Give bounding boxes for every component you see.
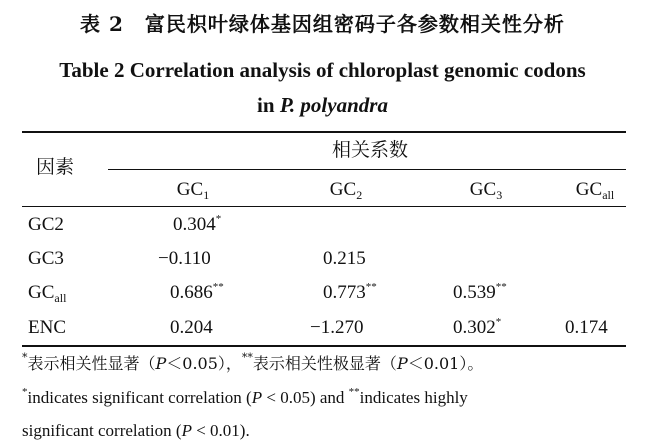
header-bottom-rule: [22, 206, 626, 207]
footnote-en-line1: *indicates significant correlation (P < 0.05) and **indicates highly: [22, 386, 468, 407]
cell-gc3-gc2: 0.215: [323, 248, 366, 269]
row-label-gcall: $GC_{all}$: [28, 282, 67, 305]
row-label-gc2: GC2: [28, 214, 64, 235]
cell-gc2-gc1: 0.304*: [173, 213, 222, 235]
table-top-rule: [22, 131, 626, 133]
table-title-en-line1: Table 2 Correlation analysis of chloroplast genomic codons: [59, 58, 586, 82]
footnote-en-line2: significant correlation (P < 0.01).: [22, 421, 250, 440]
footnote-cn: *表示相关性显著（P＜0.05），**表示相关性极显著（P＜0.01）。: [22, 351, 484, 373]
cell-gc3-gc1: −0.110: [158, 248, 211, 269]
column-header-gc1: $GC_1$: [176, 179, 210, 202]
cell-enc-gc1: 0.204: [170, 317, 213, 338]
table-title-cn: 表 2 富民枳叶绿体基因组密码子各参数相关性分析: [80, 12, 565, 36]
species-name: P. polyandra: [279, 93, 388, 117]
cell-gcall-gc3: 0.539**: [453, 281, 507, 303]
title-en-prefix: in: [257, 93, 280, 117]
row-label-gc3: GC3: [28, 248, 64, 269]
group-header: 相关系数: [331, 139, 409, 161]
cell-enc-gcall: 0.174: [565, 317, 608, 338]
table-bottom-rule: [22, 345, 626, 347]
row-label-enc: ENC: [28, 317, 66, 338]
cell-enc-gc3: 0.302*: [453, 316, 502, 338]
row-header: 因素: [36, 156, 75, 178]
cell-gcall-gc1: 0.686**: [170, 281, 224, 303]
group-header-rule: [108, 169, 626, 170]
column-header-gcall: $GC_{all}$: [575, 179, 615, 202]
cell-gcall-gc2: 0.773**: [323, 281, 377, 303]
table-title-en-line2: [0, 93, 645, 118]
column-header-gc3: $GC_3$: [469, 179, 503, 202]
cell-enc-gc2: −1.270: [310, 317, 364, 338]
column-header-gc2: $GC_2$: [329, 179, 363, 202]
